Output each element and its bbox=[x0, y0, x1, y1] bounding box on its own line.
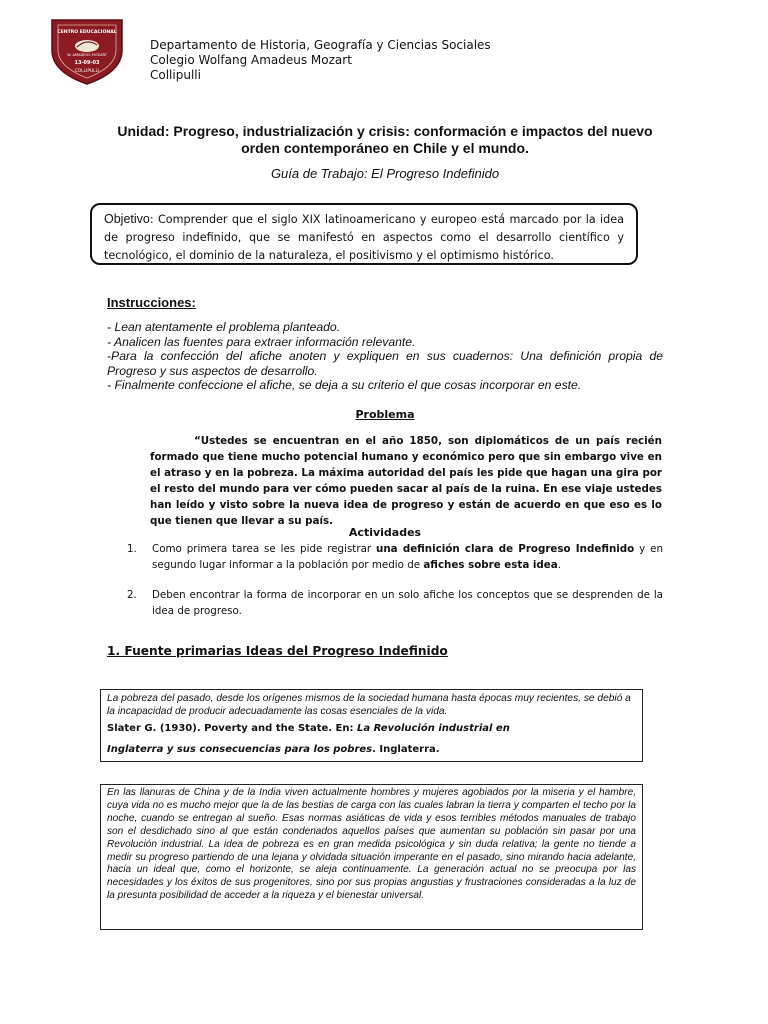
problem-paragraph: “Ustedes se encuentran en el año 1850, son diplomáticos de un país recién formado que tiene mucho potencial humano y económico pero que sin embargo vive en el atraso y en la pobreza. La máxima autoridad del país les pide que hagan una gira por el resto del mundo para ver cómo pueden sacar al país de la ruina. En ese viaje ustedes han leído y visto sobre la nueva idea de progreso y están de acuerdo en que eso es lo que tienen que llevar a su país. bbox=[150, 435, 662, 527]
svg-text:W. AMADEUS MOZART: W. AMADEUS MOZART bbox=[67, 53, 107, 57]
school-name-line: Colegio Wolfang Amadeus Mozart bbox=[150, 53, 352, 67]
objective-text: : Comprender que el siglo XIX latinoamericano y europeo está marcado por la idea de progreso indefinido, que se manifestó en aspectos como el desarrollo científico y tecnológico, el dominio de la naturaleza, el positivismo y el optimismo histórico. bbox=[104, 213, 624, 262]
sources-title: 1. Fuente primarias Ideas del Progreso Indefinido bbox=[107, 644, 448, 658]
instructions-list bbox=[107, 320, 663, 393]
instruction-item: - Finalmente confeccione el afiche, se deja a su criterio el que cosas incorporar en este. bbox=[107, 378, 582, 393]
activities-title: Actividades bbox=[348, 526, 422, 539]
instruction-item: -Para la confección del afiche anoten y expliquen en sus cuadernos: Una definición propia de Progreso y sus aspectos de desarrollo. bbox=[107, 349, 663, 378]
instructions-title: Instrucciones: bbox=[107, 295, 196, 310]
source-quote: La pobreza del pasado, desde los orígenes mismos de la sociedad humana hasta épocas muy recientes, se debió a la incapacidad de producir adecuadamente las cosas esenciales de la vida. bbox=[107, 693, 631, 717]
instruction-item: - Analicen las fuentes para extraer información relevante. bbox=[107, 334, 416, 349]
instruction-item: - Lean atentamente el problema planteado. bbox=[107, 320, 341, 334]
city-line: Collipulli bbox=[150, 68, 201, 82]
guide-subtitle: Guía de Trabajo: El Progreso Indefinido bbox=[270, 166, 500, 181]
source-box-2 bbox=[100, 784, 643, 930]
activity-number: 1. bbox=[127, 543, 137, 555]
activity-number: 2. bbox=[127, 589, 137, 601]
objective-label: Objetivo bbox=[104, 212, 150, 226]
activity-highlight: una definición clara de Progreso Indefinido bbox=[376, 543, 635, 555]
problem-title: Problema bbox=[355, 408, 415, 421]
department-line: Departamento de Historia, Geografía y Ciencias Sociales bbox=[150, 38, 491, 52]
source-quote: En las llanuras de China y de la India viven actualmente hombres y mujeres agobiados por la miseria y el hambre, cuya vida no es mucho mejor que la de las bestias de carga con las cuales labran la tierra y comparten el techo por la noche, cuando se entregan al sueño. Esas normas asiáticas de vida y esos terribles métodos manuales de trabajo son el desdichado sino al que están condenados aquellos países que aumentan su población sin pasar por una Revolución industrial. La idea de pobreza es en gran medida psicológica y sin duda relativa; la gente no tiende a medir su progreso partiendo de una lejana y olvidada situación imperante en el pasado, sino mirando hacia adelante, hacia un ideal que, como el horizonte, se aleja continuamente. La generación actual no se preocupa por las necesidades y los éxitos de sus progenitores, sino por sus propias angustias y frustraciones consideradas a la luz de la presunta posibilidad de acceder a la riqueza y el bienestar universal. bbox=[107, 787, 636, 902]
activity-highlight: afiches sobre esta idea bbox=[423, 559, 558, 571]
svg-text:13-09-03: 13-09-03 bbox=[74, 60, 100, 66]
school-crest-logo bbox=[50, 16, 124, 86]
school-header bbox=[150, 38, 491, 83]
unit-title: Unidad: Progreso, industrialización y crisis: conformación e impactos del nuevo orden contemporáneo en Chile y el mundo. bbox=[117, 123, 653, 156]
svg-text:COLLIPULLI: COLLIPULLI bbox=[74, 69, 100, 74]
objective-box bbox=[90, 203, 638, 265]
problem-text bbox=[150, 433, 662, 529]
activity-item: 1. Como primera tarea se les pide registrar una definición clara de Progreso Indefinido y en segundo lugar informar a la población por medio de afiches sobre esta idea. bbox=[127, 543, 663, 571]
source-box-1 bbox=[100, 689, 643, 762]
activity-item: 2. Deben encontrar la forma de incorporar en un solo afiche los conceptos que se desprenden de la idea de progreso. bbox=[127, 589, 663, 617]
svg-text:CENTRO EDUCACIONAL: CENTRO EDUCACIONAL bbox=[57, 30, 117, 35]
source-reference: Slater G. (1930). Poverty and the State. En: La Revolución industrial en Inglaterra y sus consecuencias para los pobres. Inglaterra. bbox=[107, 723, 510, 755]
